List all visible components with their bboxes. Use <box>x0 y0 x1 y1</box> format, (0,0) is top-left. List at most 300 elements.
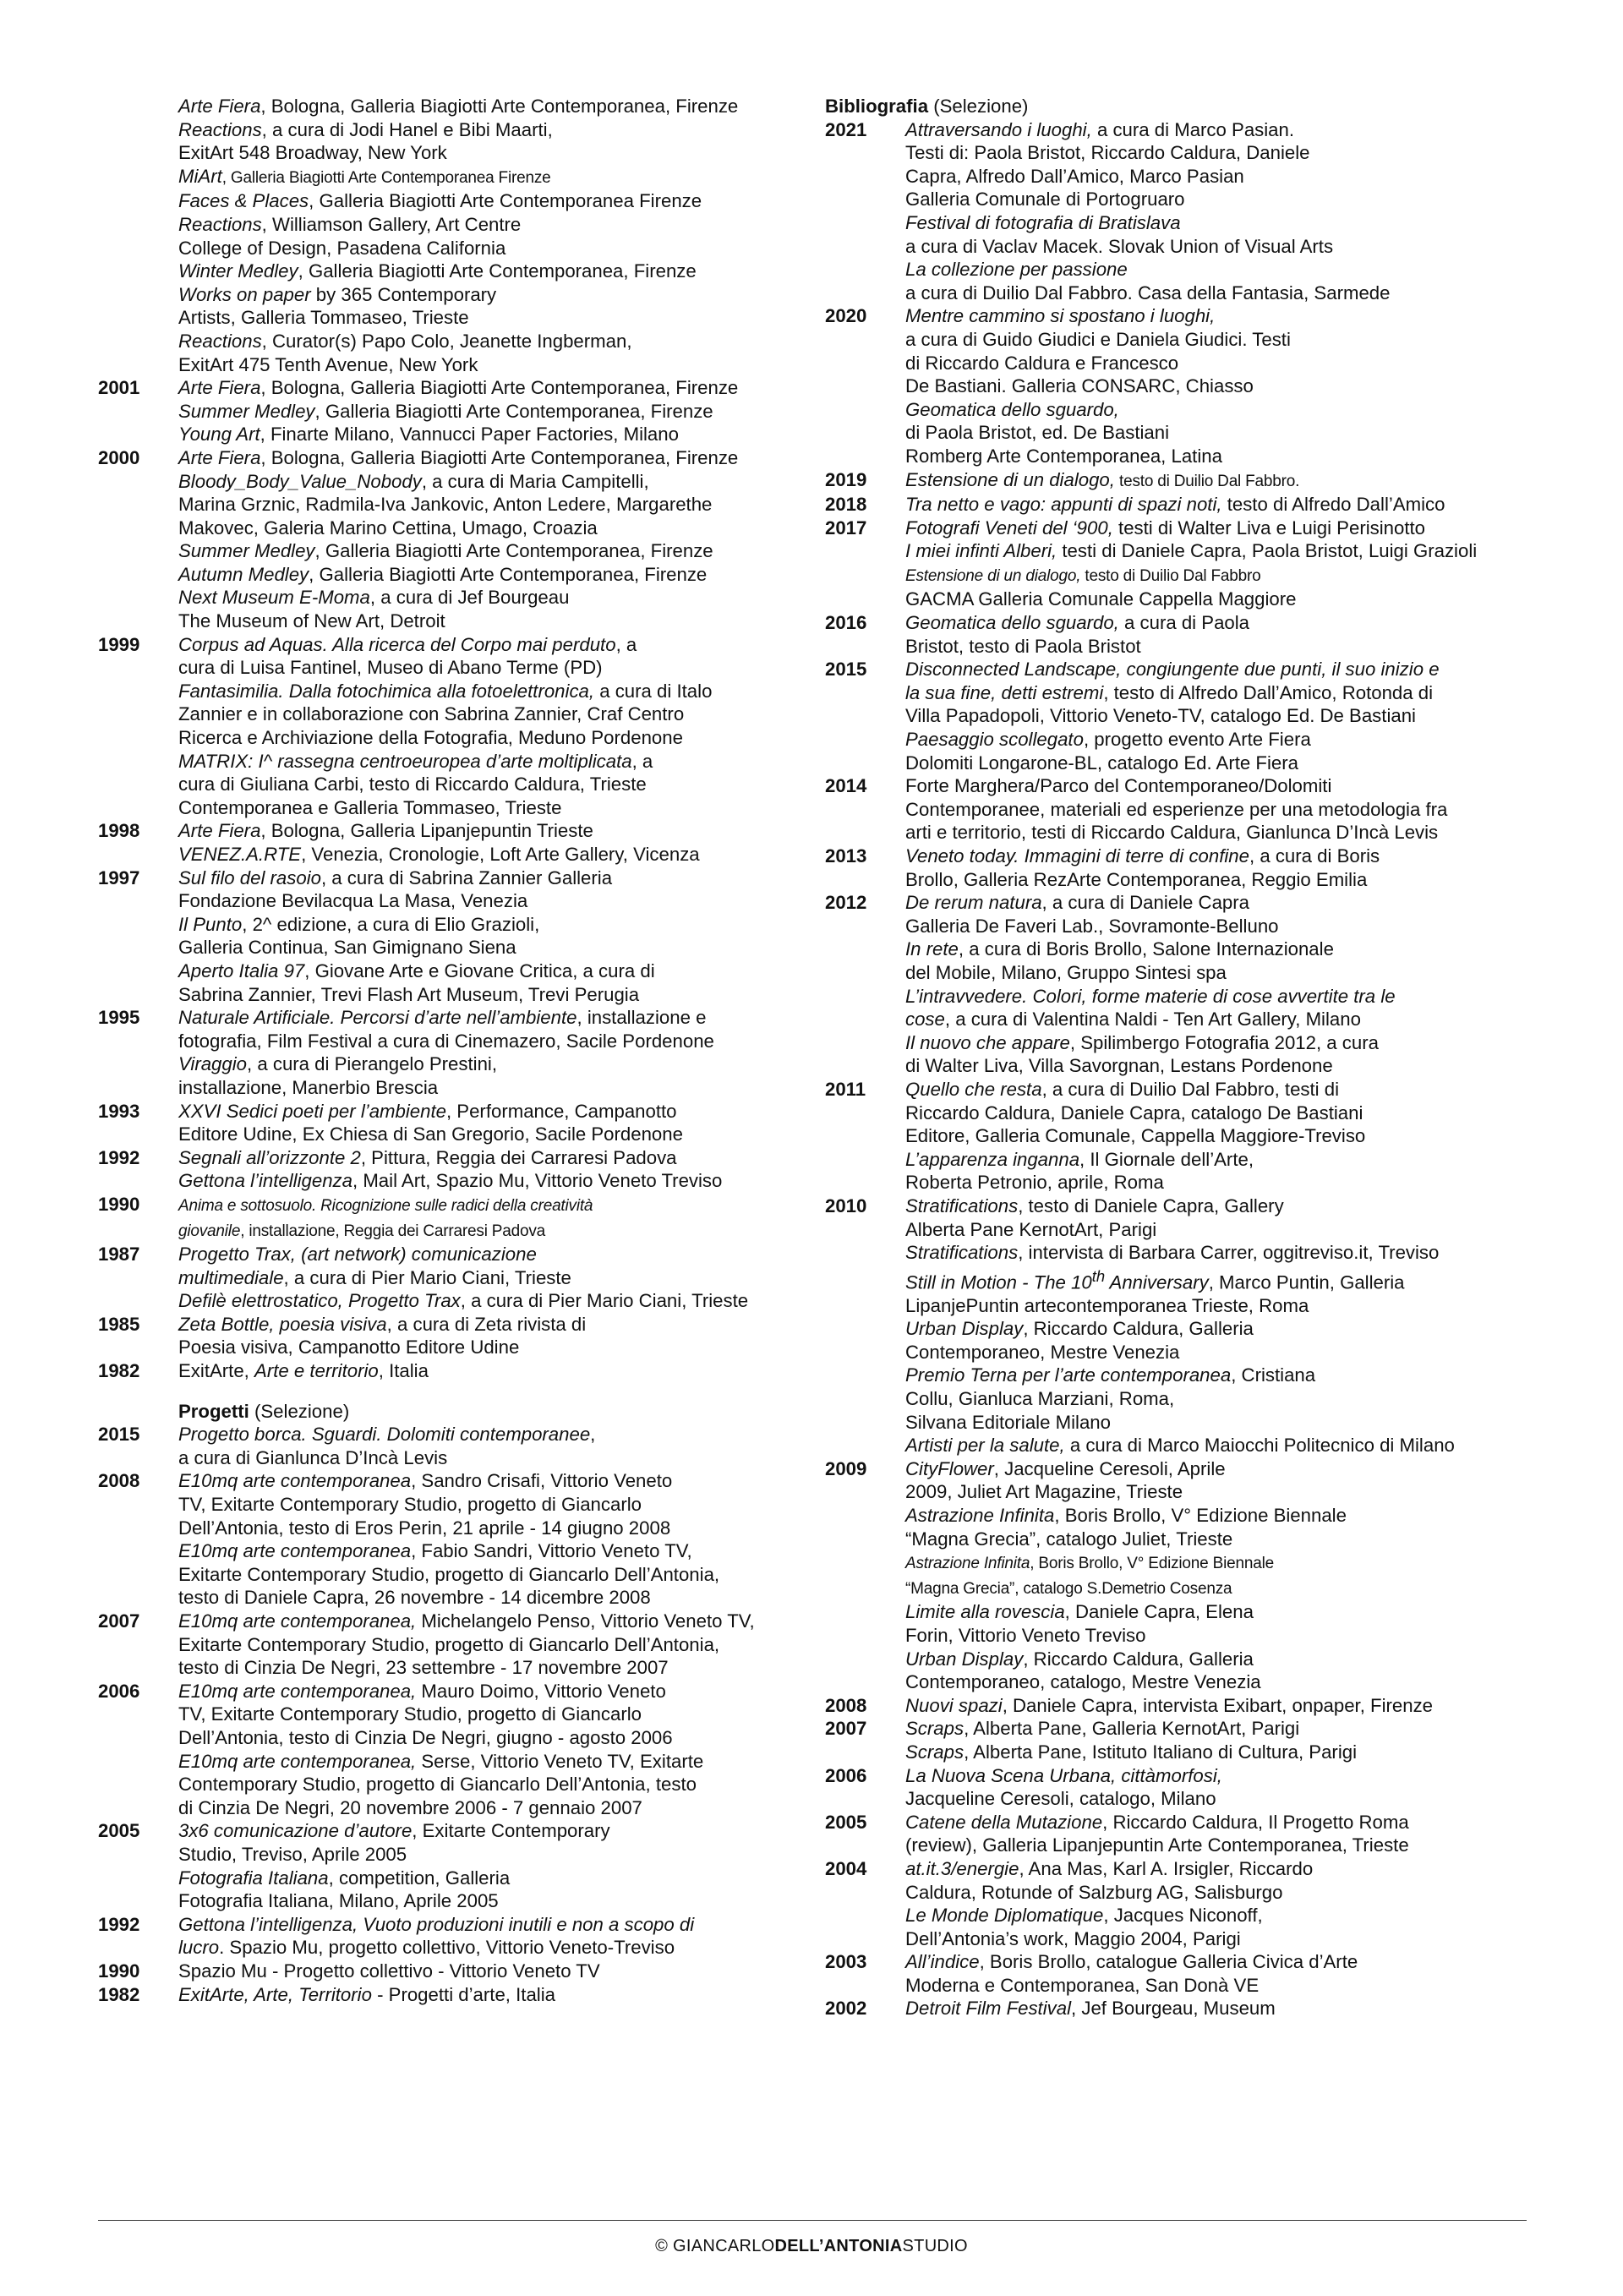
entry-line <box>178 1680 803 1703</box>
entry-line <box>905 352 1535 375</box>
entry-segment: E10mq arte contemporanea <box>178 1470 412 1492</box>
entry-line <box>905 282 1535 305</box>
entry-year: 2013 <box>825 845 867 866</box>
entry-segment: Contemporaneo, catalogo, Mestre Venezia <box>905 1671 1261 1693</box>
entry-line <box>178 1493 803 1517</box>
entry-year: 1990 <box>98 1960 140 1982</box>
entry-text <box>178 1983 803 2007</box>
entry-year: 1995 <box>98 1007 140 1029</box>
entry-line <box>178 1446 803 1470</box>
entry-segment: a cura di Paola <box>1118 612 1250 634</box>
entry-segment: Roberta Petronio, aprile, Roma <box>905 1172 1164 1194</box>
bibliografia-entry <box>825 304 1535 467</box>
progetto-entry <box>98 1610 803 1680</box>
entry-year: 2017 <box>825 517 867 538</box>
entry-line <box>905 165 1535 189</box>
entry-segment: Scraps <box>905 1741 965 1763</box>
entry-line <box>905 188 1535 211</box>
entry-segment: 2009, Juliet Art Magazine, Trieste <box>905 1481 1183 1503</box>
entry-line <box>178 118 803 142</box>
exhibition-entry <box>98 1313 803 1359</box>
entry-segment: E10mq arte contemporanea, <box>178 1610 417 1632</box>
entry-line <box>905 1787 1535 1811</box>
entry-segment: , Galleria Biagiotti Arte Contemporanea, Firenze <box>298 260 697 282</box>
entry-line <box>905 1102 1535 1125</box>
entry-segment: fotografia, Film Festival a cura di Cinemazero, Sacile Pordenone <box>178 1030 714 1052</box>
entry-segment: Fotografi Veneti del ‘900, <box>905 517 1113 538</box>
entry-line <box>178 539 803 563</box>
entry-segment: , <box>590 1424 596 1446</box>
entry-segment: “Magna Grecia”, catalogo S.Demetrio Cosenza <box>905 1579 1232 1598</box>
entry-line <box>905 1480 1535 1504</box>
entry-segment: , Venezia, Cronologie, Loft Arte Gallery, Vicenza <box>301 844 700 865</box>
entry-segment: la sua fine, detti estremi <box>905 681 1104 703</box>
entry-text <box>905 304 1535 467</box>
entry-segment: a cura di Marco Pasian. <box>1091 118 1295 140</box>
bibliografia-entry <box>825 1457 1535 1694</box>
entry-segment: Contemporanea e Galleria Tommaseo, Trieste <box>178 796 562 818</box>
entry-segment: , Daniele Capra, intervista Exibart, onpaper, Firenze <box>1002 1694 1434 1716</box>
entry-line <box>905 328 1535 352</box>
entry-segment: , installazione e <box>577 1007 707 1029</box>
entry-segment: , testo di Daniele Capra, Gallery <box>1018 1194 1284 1216</box>
entry-line <box>178 1313 803 1337</box>
entry-segment: , Galleria Biagiotti Arte Contemporanea, Firenze <box>314 540 713 562</box>
entry-segment: Ricerca e Archiviazione della Fotografia, Meduno Pordenone <box>178 727 683 749</box>
entry-text <box>905 517 1535 611</box>
entry-line <box>178 1169 803 1193</box>
entry-segment: Sabrina Zannier, Trevi Flash Art Museum, Trevi Perugia <box>178 983 640 1005</box>
entry-segment: Exitarte Contemporary Studio, progetto di Giancarlo Dell’Antonia, <box>178 1563 720 1585</box>
entry-text <box>178 1423 803 1469</box>
entry-line <box>905 1364 1535 1387</box>
entry-segment: Dolomiti Longarone-BL, catalogo Ed. Arte Fiera <box>905 752 1298 774</box>
entry-text <box>905 118 1535 305</box>
entry-segment: L’intravvedere. Colori, forme materie di cose avvertite tra le <box>905 985 1396 1007</box>
entry-segment: , a cura di Valentina Naldi - Ten Art Gallery, Milano <box>944 1009 1361 1030</box>
entry-line <box>178 680 803 703</box>
entry-text <box>178 1819 803 1912</box>
entry-line <box>178 610 803 633</box>
entry-segment: Quello che resta <box>905 1078 1042 1100</box>
entry-segment: cose <box>905 1009 945 1030</box>
entry-line <box>178 1423 803 1446</box>
entry-segment: arti e territorio, testi di Riccardo Caldura, Gianlunca D’Incà Levis <box>905 822 1439 844</box>
entry-text <box>178 1469 803 1610</box>
entry-segment: lucro <box>178 1937 220 1959</box>
entry-segment: Winter Medley <box>178 260 298 282</box>
entry-line <box>905 517 1535 540</box>
bibliografia-entry <box>825 1950 1535 1997</box>
entry-year: 2005 <box>825 1811 867 1833</box>
entry-year: 2015 <box>825 659 867 681</box>
entry-segment: Detroit Film Festival <box>905 1998 1072 2020</box>
entry-segment: , a cura di Zeta rivista di <box>386 1313 587 1335</box>
entry-segment: , Spilimbergo Fotografia 2012, a cura <box>1069 1031 1379 1053</box>
exhibition-entry <box>98 819 803 866</box>
entry-line <box>178 1796 803 1820</box>
entry-text <box>905 891 1535 1078</box>
entry-line <box>178 517 803 540</box>
entry-segment: , Italia <box>378 1360 429 1382</box>
entry-line <box>905 1881 1535 1905</box>
entry-segment: Romberg Arte Contemporanea, Latina <box>905 445 1222 467</box>
entry-segment: , a <box>615 633 637 655</box>
entry-year <box>98 95 178 376</box>
entry-segment: , a cura di Daniele Capra <box>1041 892 1249 914</box>
entry-segment: La collezione per passione <box>905 259 1128 281</box>
entry-segment: Astrazione Infinita <box>905 1555 1030 1573</box>
entry-segment: Contemporanee, materiali ed esperienze per una metodologia fra <box>905 798 1448 820</box>
entry-line <box>905 1741 1535 1764</box>
entry-line <box>178 283 803 307</box>
entry-segment: , a cura di Sabrina Zannier Galleria <box>320 866 613 888</box>
entry-segment: , Fabio Sandri, Vittorio Veneto TV, <box>411 1540 692 1562</box>
entry-year: 2008 <box>98 1470 140 1492</box>
entry-segment: Viraggio <box>178 1053 248 1075</box>
entry-line <box>178 1913 803 1937</box>
entry-segment: Arte Fiera <box>178 377 261 399</box>
entry-segment: Forin, Vittorio Veneto Treviso <box>905 1624 1146 1646</box>
entry-segment: Makovec, Galeria Marino Cettina, Umago, Croazia <box>178 517 598 538</box>
entry-segment: L’apparenza inganna <box>905 1148 1080 1170</box>
entry-segment: , a cura di Jef Bourgeau <box>369 587 570 609</box>
entry-line <box>178 1633 803 1657</box>
bibliografia-entry <box>825 1717 1535 1763</box>
entry-segment: Progetto borca. Sguardi. Dolomiti contemporanee <box>178 1424 591 1446</box>
entry-segment: Sul filo del rasoio <box>178 866 321 888</box>
entry-segment: Arte Fiera <box>178 820 261 842</box>
entry-segment: Caldura, Rotunde of Salzburg AG, Salisburgo <box>905 1881 1283 1903</box>
entry-line <box>178 237 803 260</box>
entry-segment: , Galleria Biagiotti Arte Contemporanea Firenze <box>309 190 702 212</box>
entry-year: 1997 <box>98 866 140 888</box>
entry-segment: a cura di Italo <box>594 680 713 702</box>
entry-line <box>178 843 803 866</box>
exhibition-entry <box>98 1100 803 1146</box>
entry-line <box>178 1983 803 2007</box>
entry-segment: di Paola Bristot, ed. De Bastiani <box>905 422 1170 444</box>
entry-segment: testo di Duilio Dal Fabbro. <box>1114 472 1300 490</box>
entry-line <box>905 1317 1535 1341</box>
entry-segment: testo di Cinzia De Negri, 23 settembre - 17 novembre 2007 <box>178 1657 669 1679</box>
entry-segment: , a cura di Duilio Dal Fabbro, testi di <box>1041 1078 1340 1100</box>
entry-line <box>178 563 803 587</box>
entry-year: 1993 <box>98 1100 140 1122</box>
entry-text <box>905 1457 1535 1694</box>
entry-segment: Dell’Antonia’s work, Maggio 2004, Parigi <box>905 1927 1241 1949</box>
exhibition-entry <box>98 633 803 820</box>
entry-segment: at.it.3/energie <box>905 1857 1019 1879</box>
entry-line <box>905 539 1535 563</box>
entry-segment: , Jacqueline Ceresoli, Aprile <box>993 1457 1226 1479</box>
entry-segment: Gettona l’intelligenza, Vuoto produzioni inutili e non a scopo di <box>178 1913 695 1935</box>
entry-year: 2015 <box>98 1424 140 1446</box>
entry-line <box>178 1289 803 1313</box>
entry-line <box>905 1670 1535 1694</box>
entry-line <box>178 213 803 237</box>
entry-segment: , Alberta Pane, Galleria KernotArt, Parigi <box>964 1718 1300 1740</box>
entry-segment: Nuovi spazi <box>905 1694 1003 1716</box>
entry-segment: , 2^ edizione, a cura di Elio Grazioli, <box>242 913 540 935</box>
entry-line <box>178 1100 803 1123</box>
entry-segment: , Riccardo Caldura, Il Progetto Roma <box>1102 1811 1409 1833</box>
entry-segment: Alberta Pane KernotArt, Parigi <box>905 1218 1157 1240</box>
entry-segment: Still in Motion - The 10 <box>905 1271 1092 1293</box>
entry-segment: Fotografia Italiana <box>178 1867 329 1889</box>
entry-line <box>905 1387 1535 1411</box>
entry-segment: GACMA Galleria Comunale Cappella Maggiore <box>905 588 1297 610</box>
entry-text <box>178 446 803 633</box>
entry-line <box>905 774 1535 798</box>
entry-segment: th <box>1091 1266 1106 1285</box>
entry-line <box>178 819 803 843</box>
entry-line <box>178 165 803 190</box>
bibliografia-entry <box>825 517 1535 611</box>
entry-segment: Fotografia Italiana, Milano, Aprile 2005 <box>178 1890 499 1912</box>
entry-segment: Testi di: Paola Bristot, Riccardo Caldura, Daniele <box>905 142 1310 164</box>
entry-line <box>178 1843 803 1867</box>
entry-segment: , Marco Puntin, Galleria <box>1208 1271 1405 1293</box>
entry-segment: Faces & Places <box>178 190 309 212</box>
entry-segment: a cura di Gianlunca D’Incà Levis <box>178 1446 448 1468</box>
entry-segment: ExitArt 548 Broadway, New York <box>178 142 447 164</box>
entry-line <box>905 635 1535 659</box>
entry-segment: Summer Medley <box>178 540 315 562</box>
entry-line <box>905 728 1535 752</box>
bibliografia-list <box>825 118 1535 2020</box>
entry-segment: , Bologna, Galleria Biagiotti Arte Contemporanea, Firenze <box>260 377 739 399</box>
entry-segment: Progetto Trax, (art network) comunicazione <box>178 1244 537 1266</box>
entry-segment: Zeta Bottle, poesia visiva <box>178 1313 387 1335</box>
entry-line <box>178 1469 803 1493</box>
entry-line <box>178 586 803 610</box>
entry-line <box>178 1006 803 1030</box>
entry-segment: , Jef Bourgeau, Museum <box>1071 1998 1276 2020</box>
entry-line <box>178 936 803 959</box>
progetto-entry <box>98 1960 803 1983</box>
entry-line <box>178 866 803 890</box>
entry-segment: E10mq arte contemporanea, <box>178 1680 417 1702</box>
entry-line <box>905 1434 1535 1457</box>
entry-segment: Collu, Gianluca Marziani, Roma, <box>905 1388 1175 1410</box>
entry-line <box>178 796 803 820</box>
entry-year: 2012 <box>825 892 867 914</box>
entry-line <box>905 1294 1535 1318</box>
entry-segment: La Nuova Scena Urbana, cittàmorfosi, <box>905 1764 1222 1786</box>
entry-segment: Limite alla rovescia <box>905 1601 1065 1623</box>
bibliografia-entry <box>825 493 1535 517</box>
entry-segment: , Ana Mas, Karl A. Irsigler, Riccardo <box>1019 1857 1314 1879</box>
entry-segment: De Bastiani. Galleria CONSARC, Chiasso <box>905 375 1254 397</box>
entry-segment: Reactions <box>178 330 262 352</box>
entry-segment: Contemporaneo, Mestre Venezia <box>905 1341 1180 1363</box>
entry-segment: Le Monde Diplomatique <box>905 1905 1104 1927</box>
entry-text <box>178 1680 803 1820</box>
entry-segment: Forte Marghera/Parco del Contemporaneo/Dolomiti <box>905 775 1332 797</box>
entry-segment: Jacqueline Ceresoli, catalogo, Milano <box>905 1788 1216 1810</box>
entry-segment: Veneto today. Immagini di terre di confine <box>905 845 1249 866</box>
entry-text <box>905 1194 1535 1457</box>
bibliografia-entry <box>825 774 1535 845</box>
entry-segment: Michelangelo Penso, Vittorio Veneto TV, <box>416 1610 755 1632</box>
entry-segment: Poesia visiva, Campanotto Editore Udine <box>178 1337 520 1358</box>
entry-line <box>905 1148 1535 1172</box>
entry-segment: Moderna e Contemporanea, San Donà VE <box>905 1974 1260 1996</box>
entry-line <box>905 658 1535 681</box>
entry-segment: “Magna Grecia”, catalogo Juliet, Trieste <box>905 1528 1233 1550</box>
entry-segment: a cura di Vaclav Macek. Slovak Union of Visual Arts <box>905 235 1334 257</box>
entry-segment: Fondazione Bevilacqua La Masa, Venezia <box>178 890 528 912</box>
entry-segment: cura di Giuliana Carbi, testo di Riccardo Caldura, Trieste <box>178 774 647 795</box>
entry-line <box>178 1076 803 1100</box>
entry-line <box>905 845 1535 868</box>
entry-line <box>178 446 803 470</box>
entry-segment: Anima e sottosuolo. Ricognizione sulle radici della creatività <box>178 1196 593 1215</box>
entry-line <box>178 1610 803 1633</box>
bibliografia-entry <box>825 1857 1535 1950</box>
entry-segment: Scraps <box>905 1718 965 1740</box>
entry-text <box>905 611 1535 658</box>
entry-segment: , Cristiana <box>1231 1364 1316 1386</box>
entry-line <box>178 260 803 283</box>
entry-line <box>905 1194 1535 1218</box>
entry-line <box>905 681 1535 705</box>
entry-line <box>905 1218 1535 1242</box>
entry-segment: , Mail Art, Spazio Mu, Vittorio Veneto Treviso <box>352 1170 723 1192</box>
footer-prefix: © GIANCARLO <box>655 2237 775 2255</box>
bibliografia-entry <box>825 1764 1535 1811</box>
entry-line <box>178 1819 803 1843</box>
entry-line <box>178 1936 803 1960</box>
entry-line <box>178 702 803 726</box>
progetto-entry <box>98 1680 803 1820</box>
entry-segment: testi di Walter Liva e Luigi Perisinotto <box>1112 517 1426 538</box>
entry-line <box>905 938 1535 961</box>
entry-segment: a cura di Guido Giudici e Daniela Giudici. Testi <box>905 328 1291 350</box>
entry-line <box>905 891 1535 915</box>
entry-line <box>905 1265 1535 1294</box>
entry-line <box>178 95 803 118</box>
entry-segment: testo di Duilio Dal Fabbro <box>1080 566 1261 585</box>
entry-segment: , Boris Brollo, V° Edizione Biennale <box>1030 1555 1274 1573</box>
bibliografia-title: Bibliografia <box>825 96 929 117</box>
entry-year: 1982 <box>98 1360 140 1382</box>
entry-segment: Urban Display <box>905 1648 1024 1670</box>
entry-year: 2021 <box>825 118 867 140</box>
entry-segment: Exitarte Contemporary Studio, progetto di Giancarlo Dell’Antonia, <box>178 1633 720 1655</box>
entry-segment: Marina Grznic, Radmila-Iva Jankovic, Anton Ledere, Margarethe <box>178 494 713 516</box>
entry-line <box>178 1586 803 1610</box>
entry-line <box>905 1124 1535 1148</box>
entry-line <box>905 1600 1535 1624</box>
entry-text <box>905 774 1535 845</box>
entry-line <box>178 423 803 446</box>
entry-segment: , Galleria Biagiotti Arte Contemporanea, Firenze <box>314 400 713 422</box>
entry-line <box>905 915 1535 938</box>
entry-line <box>905 211 1535 235</box>
entry-line <box>905 704 1535 728</box>
exhibition-entry <box>98 1193 803 1243</box>
entry-year: 2016 <box>825 612 867 634</box>
entry-segment: Dell’Antonia, testo di Cinzia De Negri, giugno - agosto 2006 <box>178 1726 673 1748</box>
entry-year: 1999 <box>98 633 140 655</box>
entry-line <box>178 1960 803 1983</box>
entry-text <box>905 658 1535 774</box>
entry-segment: , a <box>631 750 653 772</box>
entry-line <box>178 1193 803 1218</box>
entry-line <box>178 470 803 494</box>
entry-year: 2007 <box>825 1718 867 1740</box>
entry-segment: Il Punto <box>178 913 243 935</box>
entry-segment: Stratifications <box>905 1194 1019 1216</box>
entry-text <box>178 819 803 866</box>
entry-segment: cura di Luisa Fantinel, Museo di Abano Terme (PD) <box>178 657 603 679</box>
entry-segment: Gettona l’intelligenza <box>178 1170 352 1192</box>
entry-text <box>905 1717 1535 1763</box>
entry-segment: , Sandro Crisafi, Vittorio Veneto <box>411 1470 673 1492</box>
progetti-subtitle: (Selezione) <box>249 1400 350 1422</box>
entry-line <box>905 798 1535 822</box>
entry-segment: Disconnected Landscape, congiungente due punti, il suo inizio e <box>905 659 1440 681</box>
entry-line <box>905 1904 1535 1927</box>
entry-segment: , Bologna, Galleria Biagiotti Arte Contemporanea, Firenze <box>260 446 739 468</box>
entry-line <box>905 611 1535 635</box>
entry-segment: Naturale Artificiale. Percorsi d’arte nell’ambiente <box>178 1007 577 1029</box>
entry-segment: De rerum natura <box>905 892 1042 914</box>
entry-line <box>178 1867 803 1890</box>
entry-year: 1998 <box>98 820 140 842</box>
entry-text <box>178 95 803 376</box>
entry-segment: Reactions <box>178 118 262 140</box>
entry-segment: Geomatica dello sguardo, <box>905 398 1119 420</box>
progetto-entry <box>98 1983 803 2007</box>
entry-segment: , Galleria Biagiotti Arte Contemporanea Firenze <box>221 168 551 187</box>
entry-segment: , a cura di Boris Brollo, Salone Internazionale <box>958 938 1334 960</box>
entry-year: 2004 <box>825 1857 867 1879</box>
entry-line <box>905 421 1535 445</box>
entry-line <box>178 656 803 680</box>
entry-segment: E10mq arte contemporanea <box>178 1540 412 1562</box>
entry-segment: 3x6 comunicazione d’autore <box>178 1820 413 1842</box>
entry-segment: Brollo, Galleria RezArte Contemporanea, Reggio Emilia <box>905 868 1368 890</box>
entry-year: 2002 <box>825 1998 867 2020</box>
entry-segment: Autumn Medley <box>178 563 309 585</box>
entry-segment: , Daniele Capra, Elena <box>1064 1601 1254 1623</box>
entry-line <box>905 398 1535 422</box>
entry-segment: Il nuovo che appare <box>905 1031 1070 1053</box>
entry-segment: Corpus ad Aquas. Alla ricerca del Corpo mai perduto <box>178 633 616 655</box>
entry-segment: Galleria De Faveri Lab., Sovramonte-Belluno <box>905 915 1279 937</box>
entry-line <box>905 752 1535 775</box>
entry-segment: Studio, Treviso, Aprile 2005 <box>178 1843 407 1865</box>
entry-line <box>178 1703 803 1726</box>
footer-divider <box>98 2220 1527 2221</box>
entry-line <box>905 1717 1535 1741</box>
entry-text <box>905 1857 1535 1950</box>
entry-line <box>905 1927 1535 1951</box>
entry-segment: Next Museum E-Moma <box>178 587 370 609</box>
entry-segment: Aperto Italia 97 <box>178 959 305 981</box>
entry-year: 2005 <box>98 1820 140 1842</box>
entry-segment: Astrazione Infinita <box>905 1505 1055 1527</box>
entry-segment: , intervista di Barbara Carrer, oggitreviso.it, Treviso <box>1018 1242 1440 1264</box>
bibliografia-entry <box>825 1194 1535 1457</box>
bibliografia-entry <box>825 1997 1535 2020</box>
entry-line <box>178 633 803 657</box>
entry-line <box>178 493 803 517</box>
entry-line <box>905 1857 1535 1881</box>
